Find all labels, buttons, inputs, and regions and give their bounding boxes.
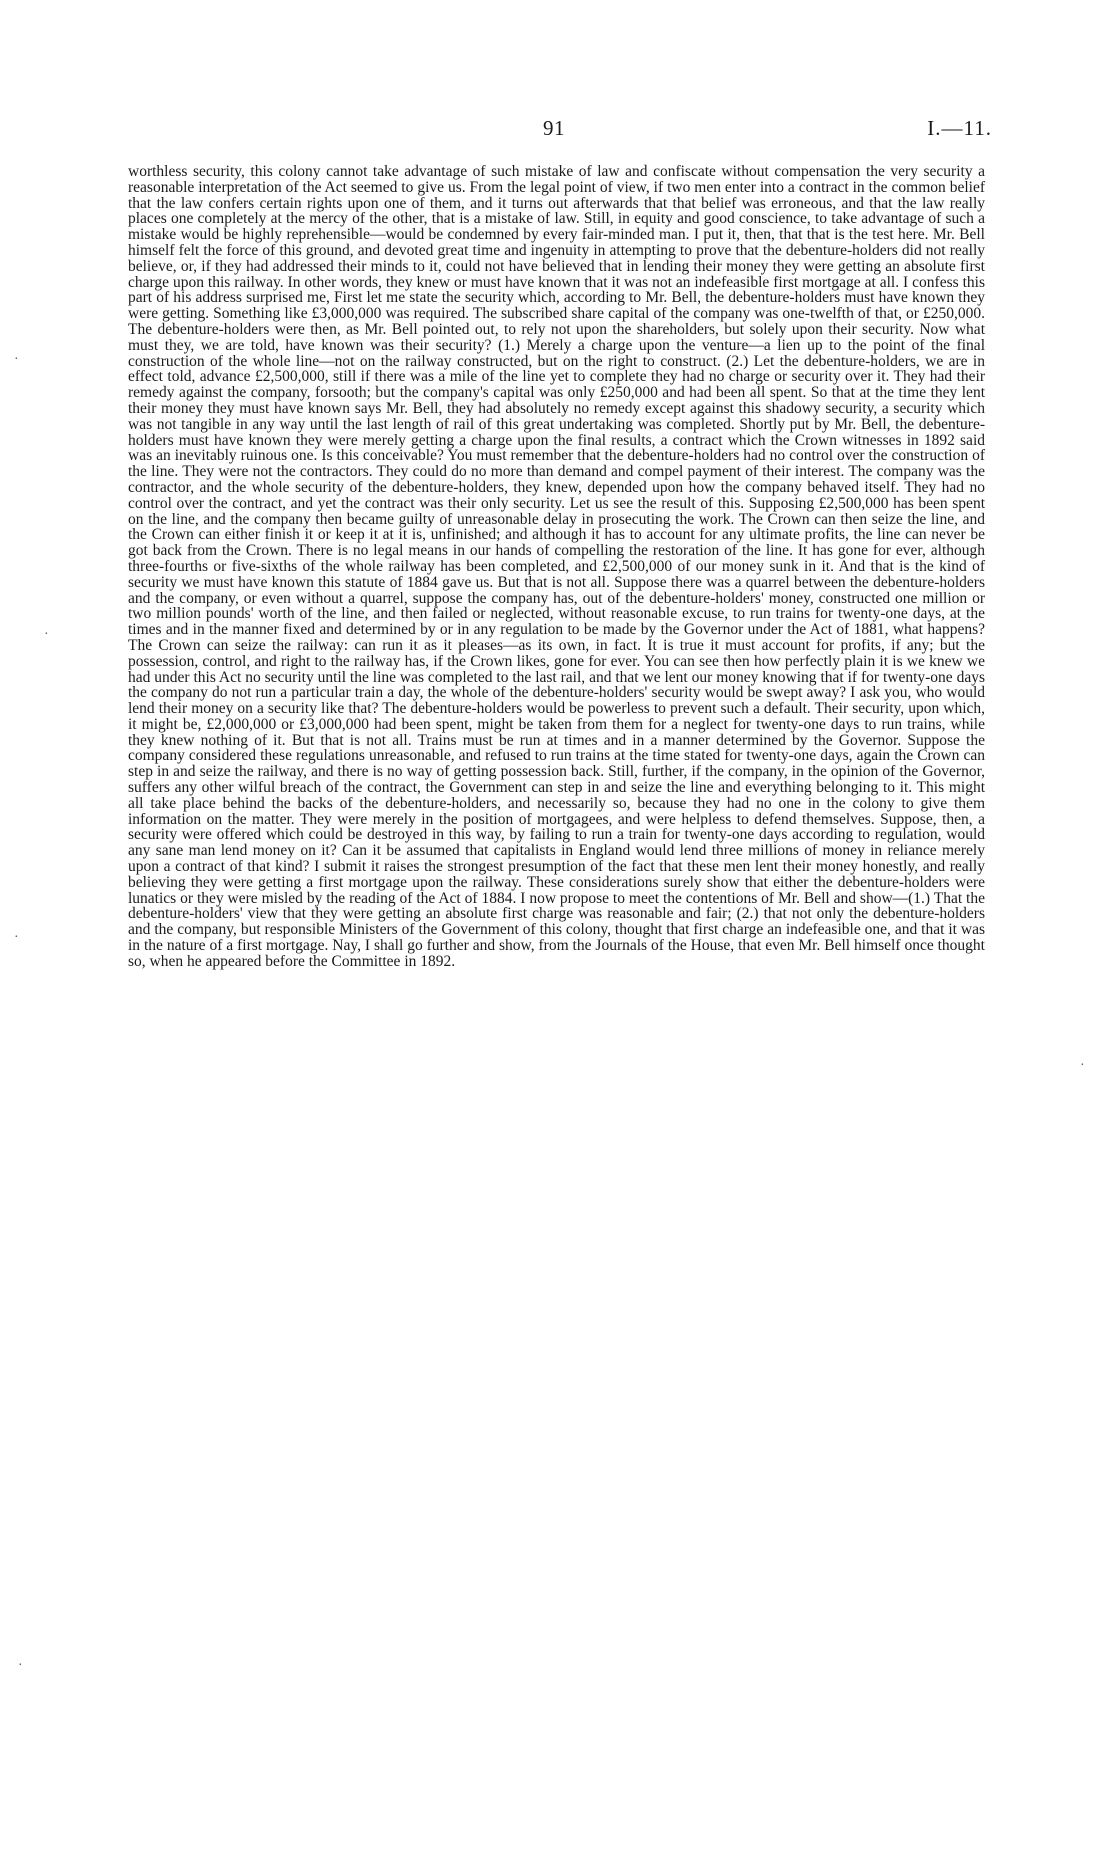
- margin-speck-icon: ·: [1080, 1058, 1085, 1073]
- margin-speck-icon: ·: [14, 930, 19, 945]
- margin-speck-icon: ·: [18, 1658, 23, 1673]
- document-reference: I.—11.: [927, 116, 992, 140]
- page-header: [0, 116, 1114, 146]
- margin-speck-icon: ·: [14, 352, 19, 367]
- page-number: 91: [543, 116, 565, 140]
- body-paragraph: worthless security, this colony cannot take advantage of such mistake of law and confiscate without compensation the very security a reasonable interpretation of the Act seemed to give us. From the legal point of view, if two men enter into a contract in the common belief that the law confers certain rights upon one of them, and it turns out afterwards that that belief was erroneous, and that the law really places one completely at the mercy of the other, that is a mistake of law. Still, in equity and good conscience, to take advantage of such a mistake would be highly reprehensible—would be condemned by every fair-minded man. I put it, then, that that is the test here. Mr. Bell himself felt the force of this ground, and devoted great time and ingenuity in attempting to prove that the debenture-holders did not really believe, or, if they had addressed their minds to it, could not have believed that in lending their money they were getting an absolute first charge upon this railway. In other words, they knew or must have known that it was not an indefeasible first mortgage at all. I confess this part of his address surprised me, First let me state the security which, according to Mr. Bell, the debenture-holders must have known they were getting. Something like £3,000,000 was required. The subscribed share capital of the company was one-twelfth of that, or £250,000. The debenture-holders were then, as Mr. Bell pointed out, to rely not upon the shareholders, but solely upon their security. Now what must they, we are told, have known was their security? (1.) Merely a charge upon the venture—a lien up to the point of the final construction of the whole line—not on the railway constructed, but on the right to construct. (2.) Let the debenture-holders, we are in effect told, advance £2,500,000, still if there was a mile of the line yet to complete they had no charge or security over it. They had their remedy against the company, forsooth; but the company's capital was only £250,000 and had been all spent. So that at the time they lent their money they must have known says Mr. Bell, they had absolutely no remedy except against this shadowy security, a security which was not tangible in any way until the last length of rail of this great undertaking was completed. Shortly put by Mr. Bell, the debenture-holders must have known they were merely getting a charge upon the final results, a contract which the Crown witnesses in 1892 said was an inevitably ruinous one. Is this conceivable? You must remember that the debenture-holders had no control over the construction of the line. They were not the contractors. They could do no more than demand and compel payment of their interest. The company was the contractor, and the whole security of the debenture-holders, they knew, depended upon how the company behaved itself. They had no control over the contract, and yet the contract was their only security. Let us see the result of this. Supposing £2,500,000 has been spent on the line, and the company then became guilty of unreasonable delay in prosecuting the work. The Crown can then seize the line, and the Crown can either finish it or keep it at it is, unfinished; and although it has to account for any ultimate profits, the line can never be got back from the Crown. There is no legal means in our hands of compelling the restoration of the line. It has gone for ever, although three-fourths or five-sixths of the whole railway has been completed, and £2,500,000 of our money sunk in it. And that is the kind of security we must have known this statute of 1884 gave us. But that is not all. Suppose there was a quarrel between the debenture-holders and the company, or even without a quarrel, suppose the company has, out of the debenture-holders' money, constructed one million or two million pounds' worth of the line, and then failed or neglected, without reasonable excuse, to run trains for twenty-one days, at the times and in the manner fixed and determined by or in any regulation to be made by the Governor under the Act of 1881, what happens? The Crown can seize the railway: can run it as it pleases—as its own, in fact. It is true it must account for profits, if any; but the possession, control, and right to the railway has, if the Crown likes, gone for ever. You can see then how perfectly plain it is we knew we had under this Act no security until the line was completed to the last rail, and that we lent our money knowing that if for twenty-one days the company do not run a particular train a day, the whole of the debenture-holders' security would be swept away? I ask you, who would lend their money on a security like that? The debenture-holders would be powerless to prevent such a default. Their security, upon which, it might be, £2,000,000 or £3,000,000 had been spent, might be taken from them for a neglect for twenty-one days to run trains, while they knew nothing of it. But that is not all. Trains must be run at times and in a manner determined by the Governor. Suppose the company considered these regulations unreasonable, and refused to run trains at the time stated for twenty-one days, again the Crown can step in and seize the railway, and there is no way of getting possession back. Still, further, if the company, in the opinion of the Governor, suffers any other wilful breach of the contract, the Government can step in and seize the line and everything belonging to it. This might all take place behind the backs of the debenture-holders, and necessarily so, because they had no one in the colony to give them information on the matter. They were merely in the position of mortgagees, and were helpless to defend themselves. Suppose, then, a security were offered which could be destroyed in this way, by failing to run a train for twenty-one days according to regulation, would any sane man lend money on it? Can it be assumed that capitalists in England would lend three millions of money in reliance merely upon a contract of that kind? I submit it raises the strongest presumption of the fact that these men lent their money honestly, and really believing they were getting a first mortgage upon the railway. These considerations surely show that either the debenture-holders were lunatics or they were misled by the reading of the Act of 1884. I now propose to meet the contentions of Mr. Bell and show—(1.) That the debenture-holders' view that they were getting an absolute first charge was reasonable and fair; (2.) that not only the debenture-holders and the company, but responsible Ministers of the Government of this colony, thought that first charge an indefeasible one, and that it was in the nature of a first mortgage. Nay, I shall go further and show, from the Journals of the House, that even Mr. Bell himself once thought so, when he appeared before the Committee in 1892.: [128, 163, 985, 970]
- margin-speck-icon: ·: [44, 627, 49, 642]
